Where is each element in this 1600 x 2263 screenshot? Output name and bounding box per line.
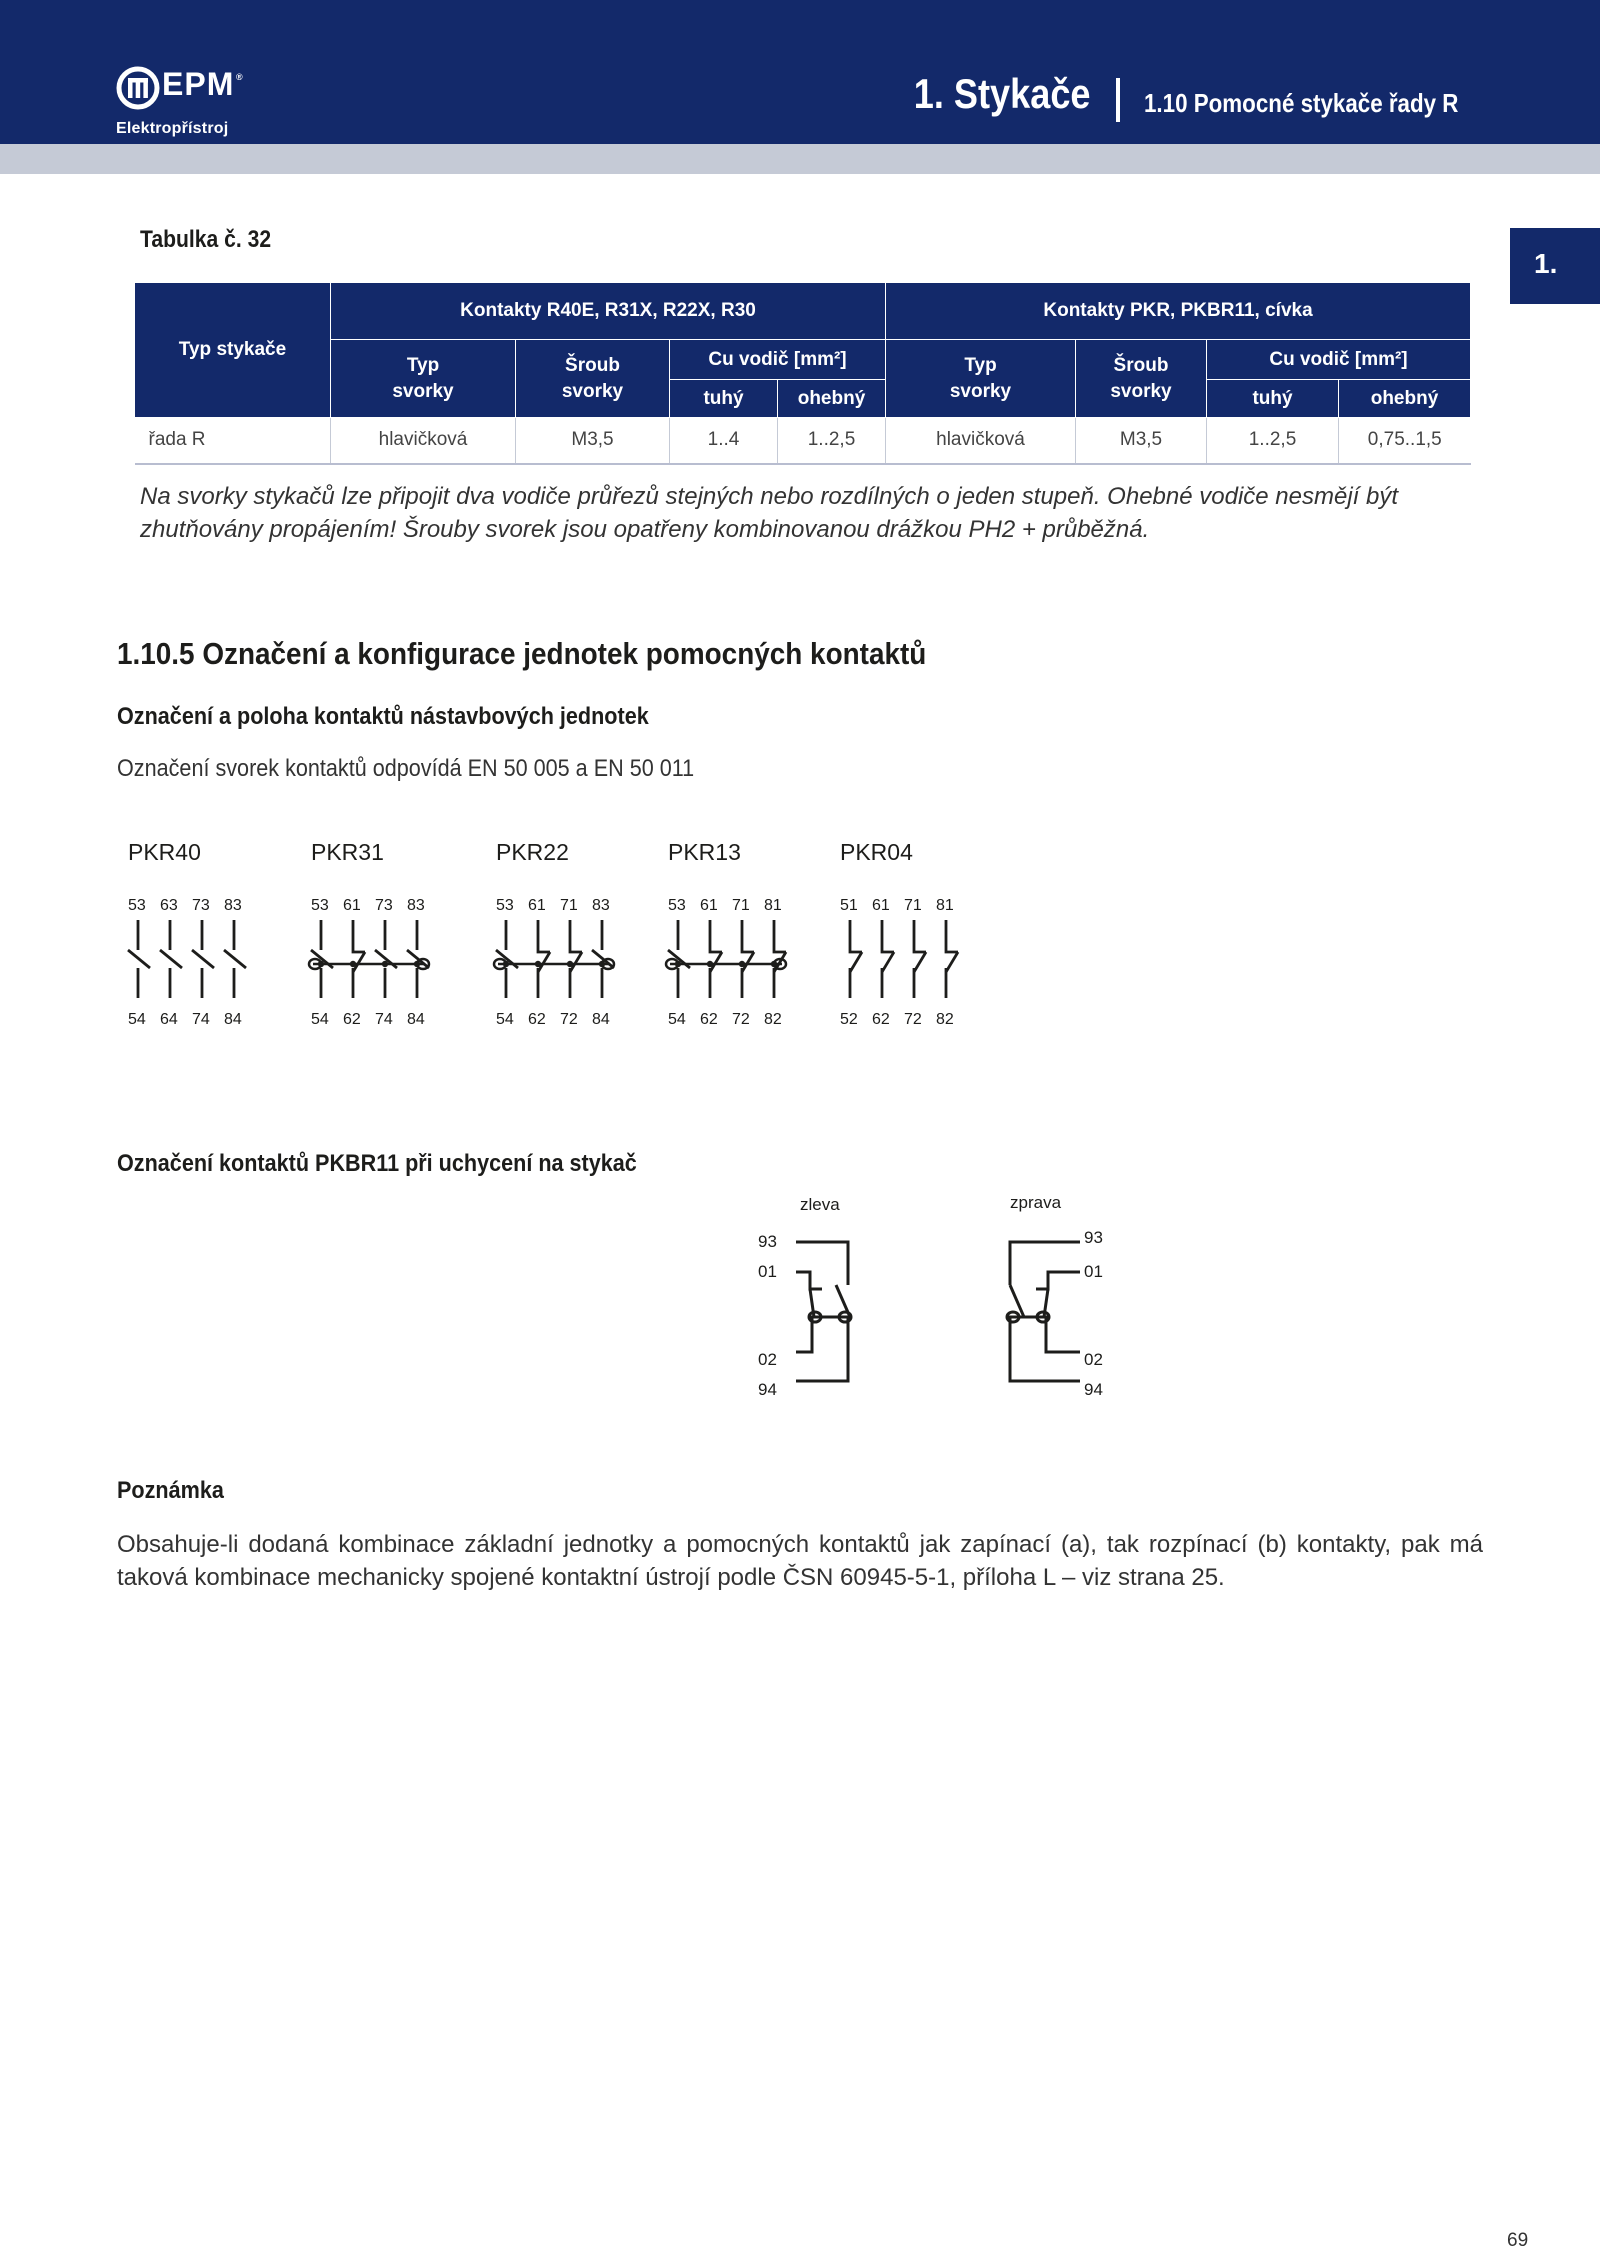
terminal-label: 81 <box>764 897 782 914</box>
link-dot <box>771 961 777 967</box>
contact-blade <box>850 952 862 972</box>
terminal-label: 84 <box>592 1011 610 1028</box>
table-row <box>135 418 1471 464</box>
terminal-label: 93 <box>758 1232 777 1251</box>
contact-blade <box>192 950 214 968</box>
terminal-label: 01 <box>1084 1262 1103 1281</box>
link-dot <box>350 961 356 967</box>
terminal-label: 62 <box>343 1011 361 1028</box>
terminal-label: 71 <box>560 897 578 914</box>
link-dot <box>535 961 541 967</box>
logo-registered-mark: ® <box>236 72 243 82</box>
screw-header-2 <box>1076 340 1207 418</box>
terminal-label: 02 <box>758 1350 777 1369</box>
solid-header-2: tuhý <box>1207 380 1339 418</box>
terminal-label: 94 <box>1084 1380 1103 1399</box>
pkr-unit-name: PKR13 <box>668 839 741 865</box>
terminal-label: 01 <box>758 1262 777 1281</box>
section-title: 1.10.5 Označení a konfigurace jednotek pomocných kontaktů <box>117 636 927 671</box>
note-title: Poznámka <box>117 1477 224 1504</box>
pkr-contact-diagrams <box>110 820 1010 1050</box>
table-cell: 1..2,5 <box>1207 418 1339 464</box>
table-cell: 1..4 <box>670 418 778 464</box>
pkr-unit-pkr13 <box>666 839 786 1028</box>
contact-upper-lead <box>850 920 862 952</box>
terminal-label: 53 <box>311 897 329 914</box>
link-dot <box>567 961 573 967</box>
page-number: 69 <box>1507 2230 1529 2251</box>
link-dot <box>707 961 713 967</box>
pkbr11-left-contacts <box>796 1242 852 1381</box>
table-cell: řada R <box>135 418 331 464</box>
contact-upper-lead <box>570 920 582 952</box>
pkbr11-right-contacts <box>1006 1242 1080 1381</box>
terminal-label: 94 <box>758 1380 777 1399</box>
header-line: Šroub <box>565 354 620 376</box>
section-header-title: 1.10 Pomocné stykače řady R <box>1144 88 1459 118</box>
table-cell: M3,5 <box>516 418 670 464</box>
table-cell: hlavičková <box>331 418 516 464</box>
terminal-label: 81 <box>936 897 954 914</box>
link-dot <box>414 961 420 967</box>
terminal-label: 53 <box>496 897 514 914</box>
terminal-label: 84 <box>224 1011 242 1028</box>
header-line: Typ <box>964 354 997 376</box>
terminal-label: 71 <box>732 897 750 914</box>
table-cell: M3,5 <box>1076 418 1207 464</box>
contact-blade <box>946 952 958 972</box>
terminal-label: 53 <box>128 897 146 914</box>
contact-blade <box>882 952 894 972</box>
terminal-label: 84 <box>407 1011 425 1028</box>
header-line: Šroub <box>1113 354 1169 376</box>
terminal-label: 83 <box>592 897 610 914</box>
contact-upper-lead <box>774 920 786 952</box>
contact-upper-lead <box>538 920 550 952</box>
group2-header: Kontakty PKR, PKBR11, cívka <box>886 283 1471 340</box>
pkbr11-diagram <box>740 1185 1120 1415</box>
contact-blade <box>160 950 182 968</box>
link-dot <box>318 961 324 967</box>
terminal-label: 52 <box>840 1011 858 1028</box>
link-dot <box>675 961 681 967</box>
terminal-label: 83 <box>224 897 242 914</box>
solid-header-1: tuhý <box>670 380 778 418</box>
pkr-unit-name: PKR22 <box>496 839 569 865</box>
terminal-label: 74 <box>375 1011 393 1028</box>
cu-conductor-header-2: Cu vodič [mm²] <box>1207 340 1471 380</box>
terminal-label: 61 <box>872 897 890 914</box>
terminal-label: 72 <box>904 1011 922 1028</box>
terminal-label: 83 <box>407 897 425 914</box>
terminal-type-header-2 <box>886 340 1076 418</box>
terminal-label: 51 <box>840 897 858 914</box>
subtitle-pkbr11: Označení kontaktů PKBR11 při uchycení na stykač <box>117 1150 637 1177</box>
pkr-unit-name: PKR04 <box>840 839 913 865</box>
header-line: svorky <box>561 380 624 402</box>
standard-note: Označení svorek kontaktů odpovídá EN 50 005 a EN 50 011 <box>117 755 695 782</box>
epm-logo-icon <box>116 66 160 110</box>
chapter-title: 1. Stykače <box>913 70 1090 117</box>
terminal-label: 62 <box>528 1011 546 1028</box>
pkr-unit-pkr22 <box>494 839 614 1028</box>
header-line: svorky <box>1110 380 1172 402</box>
contact-upper-lead <box>710 920 722 952</box>
link-dot <box>599 961 605 967</box>
terminal-label: 54 <box>128 1011 146 1028</box>
pkr-unit-name: PKR31 <box>311 839 384 865</box>
contact-upper-lead <box>946 920 958 952</box>
chapter-side-tab: 1. <box>1510 228 1600 304</box>
terminal-label: 93 <box>1084 1228 1103 1247</box>
pkr-unit-pkr40 <box>128 839 246 1028</box>
header-line: Typ <box>406 354 440 376</box>
page-header <box>0 0 1600 144</box>
screw-header-1 <box>516 340 670 418</box>
link-dot <box>739 961 745 967</box>
terminal-label: 64 <box>160 1011 178 1028</box>
table-cell: hlavičková <box>886 418 1076 464</box>
subtitle-contact-position: Označení a poloha kontaktů nástavbových jednotek <box>117 703 649 730</box>
terminal-label: 61 <box>343 897 361 914</box>
contact-blade <box>224 950 246 968</box>
header-stripe <box>0 144 1600 174</box>
link-dot <box>382 961 388 967</box>
terminal-label: 72 <box>732 1011 750 1028</box>
terminal-label: 82 <box>936 1011 954 1028</box>
pkr-unit-name: PKR40 <box>128 839 201 865</box>
contact-upper-lead <box>742 920 754 952</box>
pkbr11-left-label: zleva <box>800 1195 840 1214</box>
contact-upper-lead <box>914 920 926 952</box>
contact-upper-lead <box>353 920 365 952</box>
header-line: svorky <box>392 380 454 402</box>
contact-blade <box>128 950 150 968</box>
terminal-label: 63 <box>160 897 178 914</box>
terminal-label: 53 <box>668 897 686 914</box>
terminal-label: 61 <box>528 897 546 914</box>
pkr-unit-pkr31 <box>309 839 429 1028</box>
terminal-label: 72 <box>560 1011 578 1028</box>
terminal-label: 62 <box>872 1011 890 1028</box>
header-line: svorky <box>949 380 1012 402</box>
col-type-header: Typ stykače <box>135 283 331 418</box>
pkbr11-right-label: zprava <box>1010 1193 1062 1212</box>
group1-header: Kontakty R40E, R31X, R22X, R30 <box>331 283 886 340</box>
flexible-header-1: ohebný <box>778 380 886 418</box>
terminal-label: 74 <box>192 1011 210 1028</box>
pkr-unit-pkr04 <box>840 839 958 1028</box>
table-cell: 0,75..1,5 <box>1339 418 1471 464</box>
terminal-label: 54 <box>496 1011 514 1028</box>
epm-logo <box>116 66 246 138</box>
table-note: Na svorky stykačů lze připojit dva vodiče průřezů stejných nebo rozdílných o jeden stupeň. Ohebné vodiče nesmějí být zhutňovány propájením! Šrouby svorek jsou opatřeny kombinovanou drážkou PH2 + průběžná. <box>140 483 1399 543</box>
terminal-label: 61 <box>700 897 718 914</box>
terminal-label: 02 <box>1084 1350 1103 1369</box>
terminal-table <box>134 282 1471 465</box>
terminal-label: 73 <box>375 897 393 914</box>
contact-blade <box>914 952 926 972</box>
table-caption: Tabulka č. 32 <box>140 226 272 253</box>
terminal-label: 71 <box>904 897 922 914</box>
cu-conductor-header-1: Cu vodič [mm²] <box>670 340 886 380</box>
terminal-label: 54 <box>311 1011 329 1028</box>
logo-brand: EPM <box>162 66 235 102</box>
contact-upper-lead <box>882 920 894 952</box>
note-body: Obsahuje-li dodaná kombinace základní jednotky a pomocných kontaktů jak zapínací (a), tak rozpínací (b) kontakty, pak má taková kombinace mechanicky spojené kontaktní ústrojí podle ČSN 60945-5-1, příloha L – viz strana 25. <box>117 1531 1483 1591</box>
flexible-header-2: ohebný <box>1339 380 1471 418</box>
terminal-label: 82 <box>764 1011 782 1028</box>
terminal-type-header-1 <box>331 340 516 418</box>
terminal-label: 73 <box>192 897 210 914</box>
terminal-label: 54 <box>668 1011 686 1028</box>
terminal-label: 62 <box>700 1011 718 1028</box>
table-cell: 1..2,5 <box>778 418 886 464</box>
link-dot <box>503 961 509 967</box>
header-divider <box>1116 78 1120 122</box>
logo-company: Elektropřístroj <box>116 120 229 137</box>
